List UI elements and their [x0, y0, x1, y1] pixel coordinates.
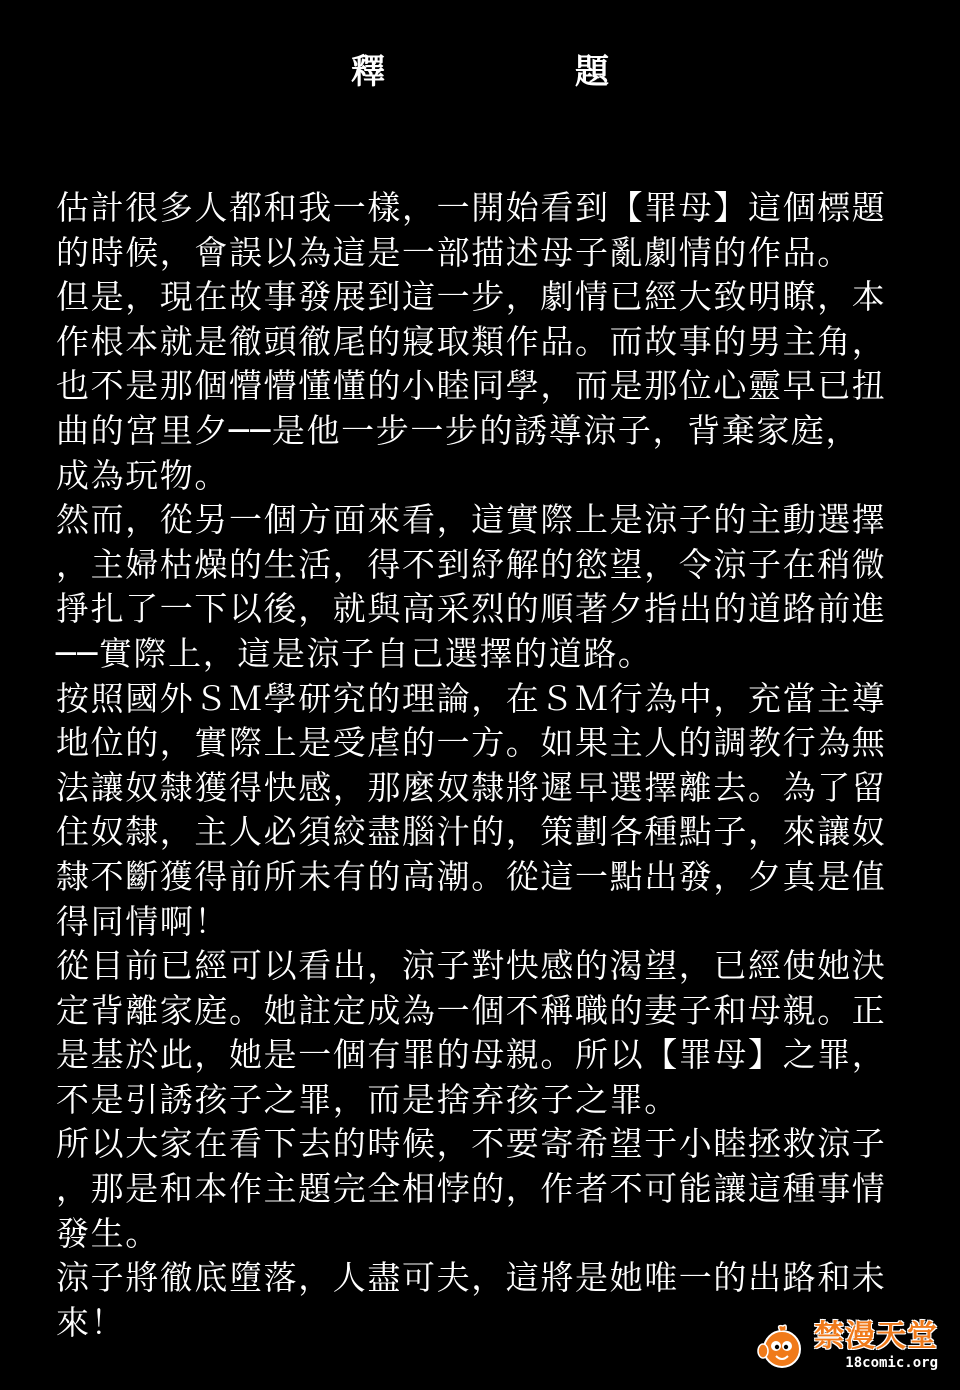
watermark-brand: 禁漫天堂: [814, 1319, 938, 1354]
text-line: 發生。: [56, 1213, 160, 1253]
text-line: 是基於此，她是一個有罪的母親。所以【罪母】之罪，: [56, 1035, 887, 1075]
text-line: ，主婦枯燥的生活，得不到紓解的慾望，令涼子在稍微: [56, 544, 887, 584]
text-line: 然而，從另一個方面來看，這實際上是涼子的主動選擇: [56, 500, 887, 540]
text-line: 來！: [56, 1302, 126, 1342]
text-line: 的時候，會誤以為這是一部描述母子亂劇情的作品。: [56, 232, 852, 272]
text-line: 掙扎了一下以後，就與高采烈的順著夕指出的道路前進: [56, 589, 887, 629]
text-line: 得同情啊！: [56, 901, 229, 941]
text-line: 估計很多人都和我一樣，一開始看到【罪母】這個標題: [56, 188, 887, 227]
text-line: 曲的宮里夕──是他一步一步的誘導涼子，背棄家庭，: [56, 410, 861, 450]
text-line: 但是，現在故事發展到這一步，劇情已經大致明瞭，本: [56, 277, 887, 317]
text-line: 法讓奴隸獲得快感，那麼奴隸將遲早選擇離去。為了留: [56, 767, 887, 807]
text-line: 按照國外ＳＭ學研究的理論，在ＳＭ行為中，充當主導: [56, 678, 887, 718]
page-title: 釋 題: [351, 52, 687, 92]
text-line: 作根本就是徹頭徹尾的寢取類作品。而故事的男主角，: [56, 321, 887, 361]
text-line: 地位的，實際上是受虐的一方。如果主人的調教行為無: [56, 723, 887, 763]
text-line: 成為玩物。: [56, 455, 229, 495]
text-line: 所以大家在看下去的時候，不要寄希望于小睦拯救涼子: [56, 1124, 887, 1164]
text-line: 隸不斷獲得前所未有的高潮。從這一點出發，夕真是值: [56, 856, 887, 896]
text-line: 從目前已經可以看出，涼子對快感的渴望，已經使她決: [56, 946, 887, 986]
text-line: ──實際上，這是涼子自己選擇的道路。: [56, 633, 653, 673]
watermark: [756, 1320, 938, 1372]
watermark-url: 18comic.org: [845, 1355, 938, 1371]
text-line: 不是引誘孩子之罪，而是捨弃孩子之罪。: [56, 1079, 679, 1119]
orange-bird-mascot-icon: [756, 1322, 808, 1370]
text-line: 也不是那個懵懵懂懂的小睦同學，而是那位心靈早已扭: [56, 366, 887, 406]
text-line: ，那是和本作主題完全相悖的，作者不可能讓這種事情: [56, 1169, 887, 1209]
text-line: 涼子將徹底墮落，人盡可夫，這將是她唯一的出路和未: [56, 1258, 887, 1298]
text-line: 住奴隸，主人必須絞盡腦汁的，策劃各種點子，來讓奴: [56, 812, 887, 852]
body-text: [56, 186, 906, 1345]
text-line: 定背離家庭。她註定成為一個不稱職的妻子和母親。正: [56, 990, 887, 1030]
